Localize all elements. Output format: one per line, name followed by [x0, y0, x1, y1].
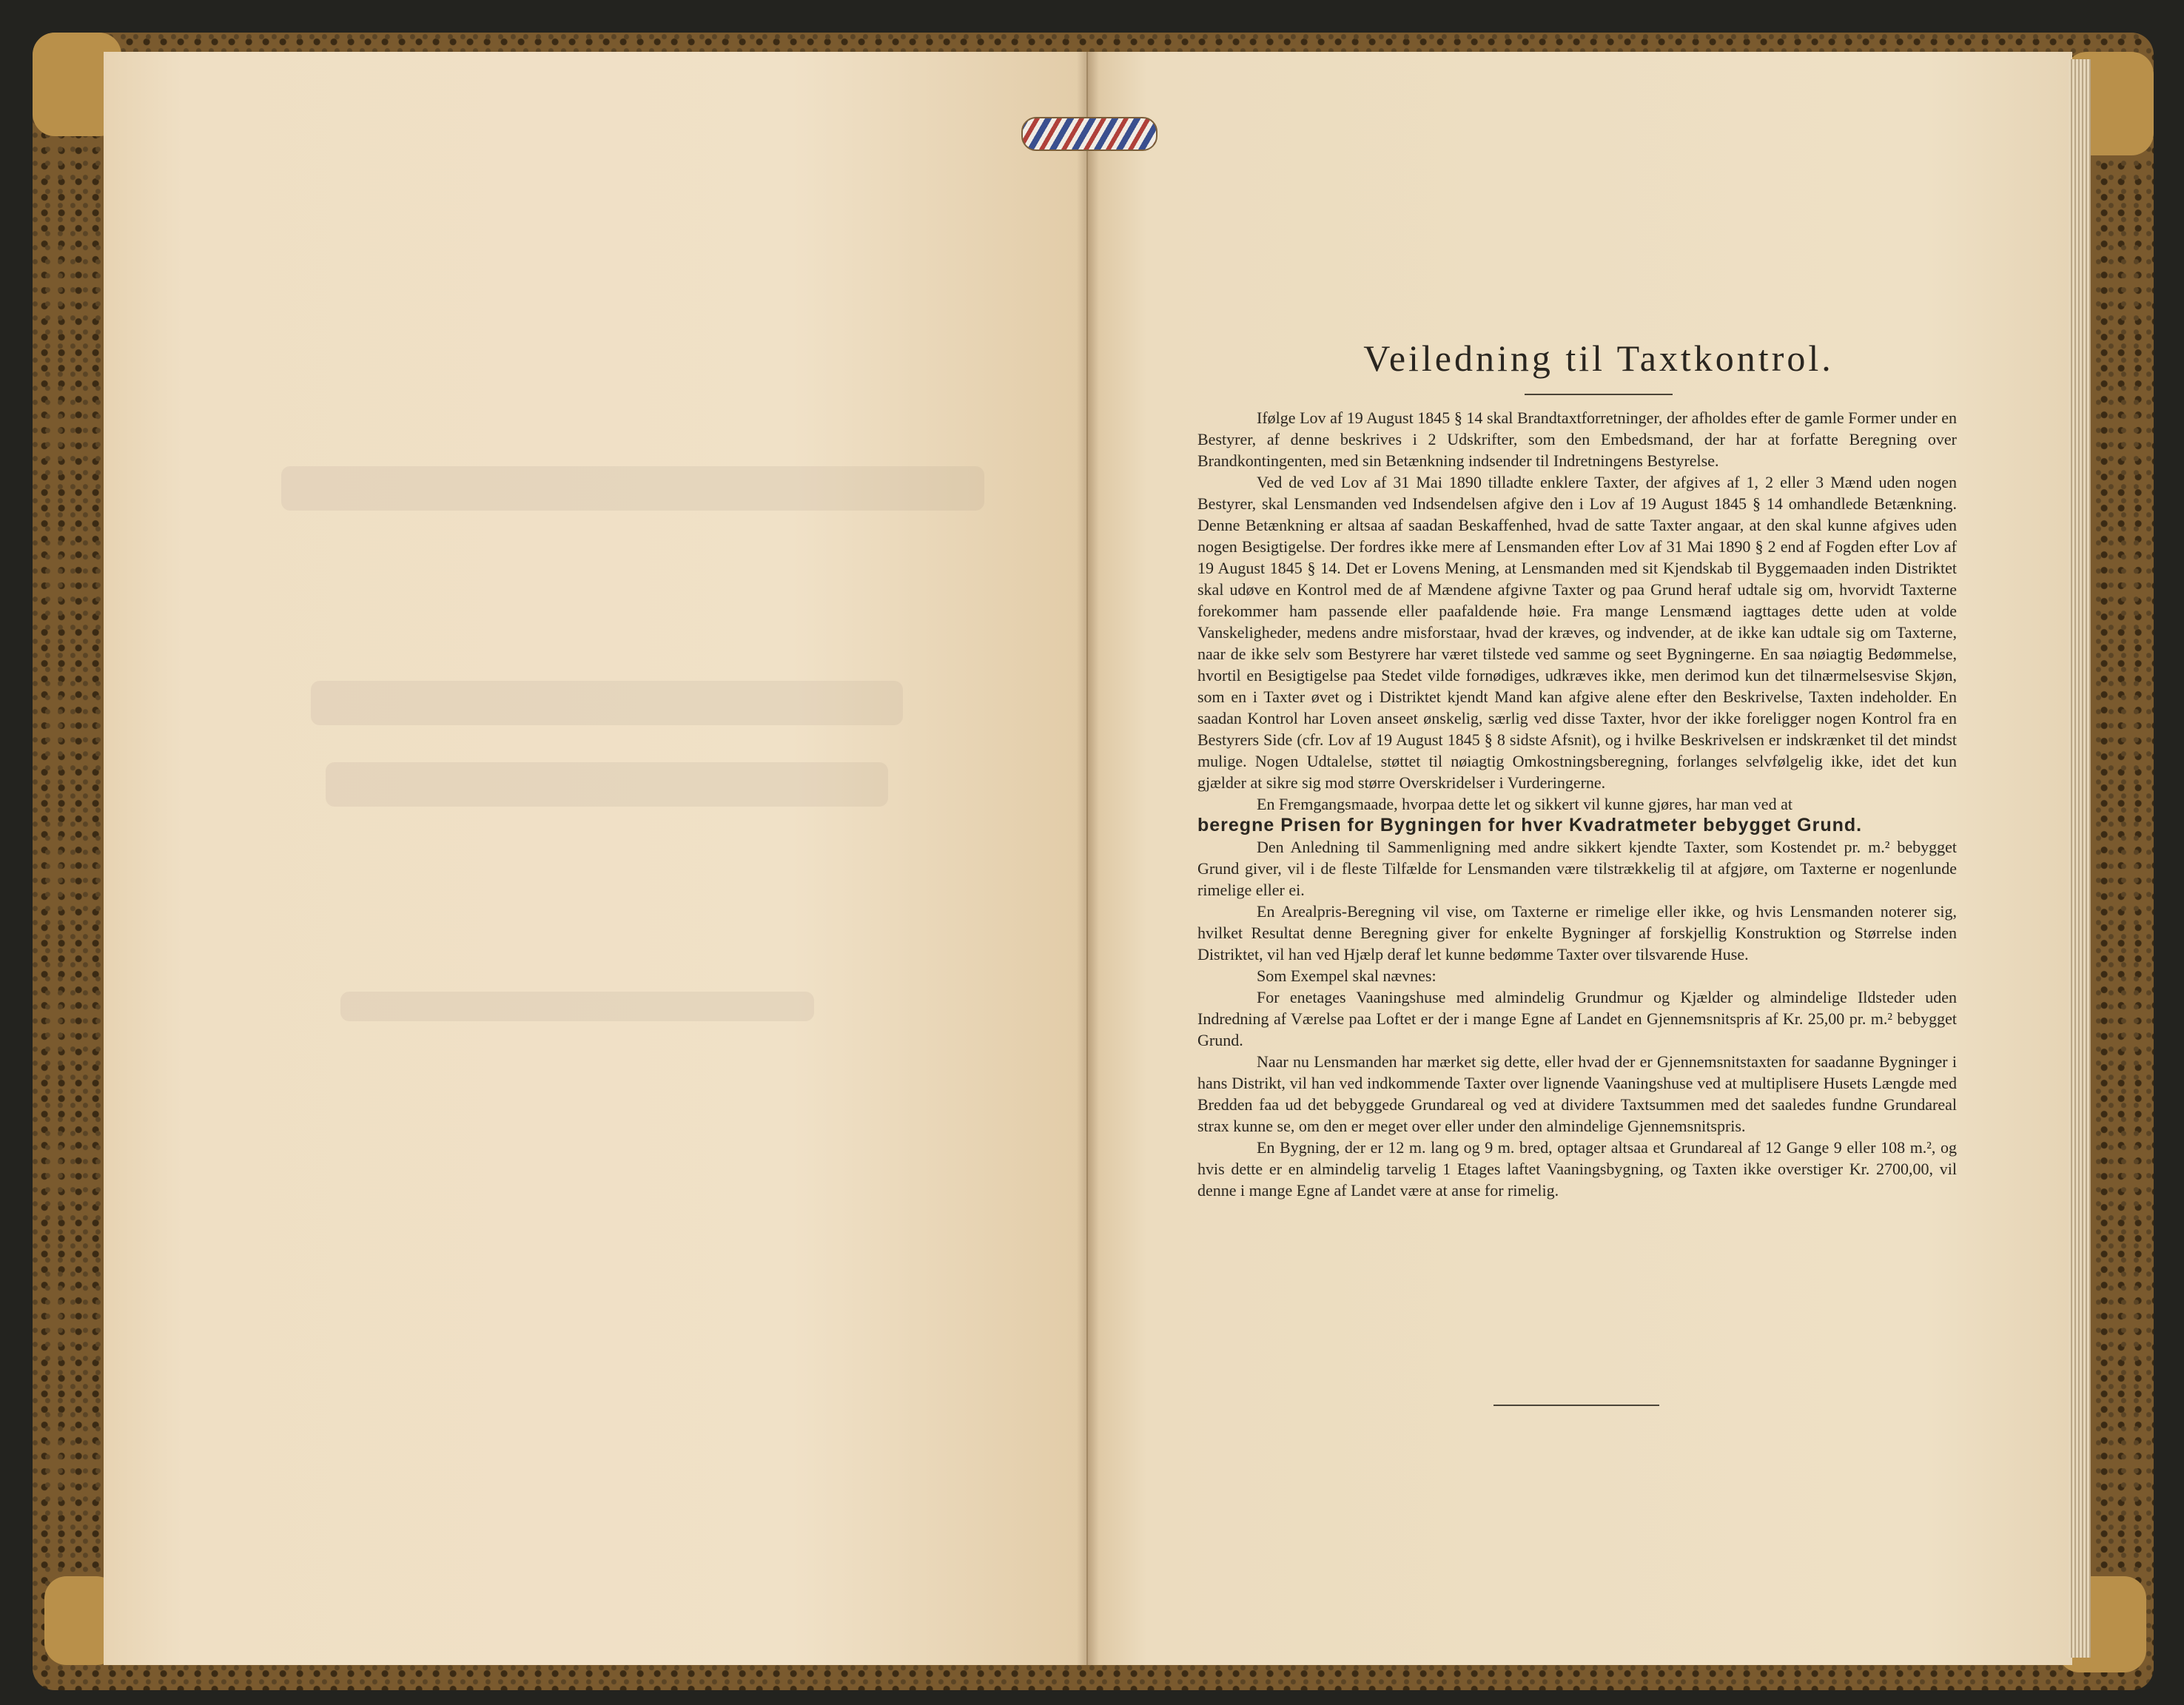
paragraph: For enetages Vaaningshuse med almindelig Grundmur og Kjælder og almindelige Ildsteder uden Indredning af Værelse paa Loftet er der i mange Egne af Landet en Gjennemsnitspris af Kr. 25,00 pr. m.² bebygget Grund.	[1197, 988, 1957, 1049]
emphasis-paragraph: beregne Prisen for Bygningen for hver Kvadratmeter bebygget Grund.	[1197, 815, 1863, 835]
paragraph: Ved de ved Lov af 31 Mai 1890 tilladte enklere Taxter, der afgives af 1, 2 eller 3 Mænd uden nogen Bestyrer, skal Lensmanden ved Indsendelsen afgive den i Lov af 19 August 1845 § 14 omhandlede Betænkning. Denne Betænkning er altsaa af saadan Beskaffenhed, hvad de satte Taxter angaar, at den skal kunne afgives uden nogen Besigtigelse. Der fordres ikke mere af Lensmanden efter Lov af 31 Mai 1890 § 2 end af Fogden efter Lov af 19 August 1845 § 14. Det er Lovens Mening, at Lensmanden med sit Kjendskab til Byggemaaden inden Distriktet skal udøve en Kontrol med de af Mændene afgivne Taxter og paa Grund heraf udtale sig om, hvorvidt Taxterne forekommer ham passende eller paafaldende høie. Fra mange Lensmænd iagttages dette uden at volde Vanskeligheder, medens andre misforstaar, hvad der kræves, og indvender, at de ikke kan udtale sig om Taxterne, naar de ikke selv som Bestyrere har været tilstede ved samme og seet Bygningerne. En saa nøiagtig Bedømmelse, hvortil en Besigtigelse paa Stedet vilde fornødiges, udkræves ikke, men derimod kun det tilnærmelsesvise Skjøn, som en i Taxter øvet og i Distriktet kjendt Mand kan afgive alene efter den Beskrivelse, Taxten indeholder. En saadan Kontrol har Loven anseet ønskelig, særlig ved disse Taxter, hvor der ikke foreligger nogen Kontrol fra en Bestyrers Side (cfr. Lov af 19 August 1845 § 8 sidste Afsnit), og i hvilke Beskrivelsen er indskrænket til det mindst mulige. Nogen Udtalelse, støttet til nøiagtig Omkostningsberegning, forlanges selvfølgelig ikke, idet det kun gjælder at sikre sig mod større Overskridelser i Vurderingerne.	[1197, 473, 1957, 792]
show-through-line	[281, 466, 984, 511]
paragraph: En Fremgangsmaade, hvorpaa dette let og sikkert vil kunne gjøres, har man ved at	[1257, 795, 1792, 813]
page-title: Veiledning til Taxtkontrol.	[1363, 337, 1834, 379]
binding-thread	[1021, 117, 1157, 151]
paragraph: En Bygning, der er 12 m. lang og 9 m. bred, optager altsaa et Grundareal af 12 Gange 9 eller 108 m.², og hvis dette er en almindelig tarvelig 1 Etages laftet Vaaningsbygning, og Taxten ikke overstiger Kr. 2700,00, vil denne i mange Egne af Landet være at anse for rimelig.	[1197, 1138, 1957, 1200]
show-through-line	[311, 681, 903, 725]
body-text	[1197, 407, 1957, 1201]
paragraph: Naar nu Lensmanden har mærket sig dette, eller hvad der er Gjennemsnitstaxten for saadanne Bygninger i hans Distrikt, vil han ved indkommende Taxter over lignende Vaaningshuse ved at multiplisere Husets Længde med Bredden faa ud det bebyggede Grundareal og ved at dividere Taxtsummen med det saaledes fundne Grundareal strax kunne se, om den er meget over eller under den almindelige Gjennemsnitspris.	[1197, 1052, 1957, 1135]
book-gutter	[1077, 52, 1099, 1665]
paragraph: Den Anledning til Sammenligning med andre sikkert kjendte Taxter, som Kostendet pr. m.² bebygget Grund giver, vil i de fleste Tilfælde for Lensmanden være tilstrækkelig til at afgjøre, om Taxterne er nogenlunde rimelige eller ei.	[1197, 838, 1957, 899]
paragraph: Som Exempel skal nævnes:	[1257, 966, 1437, 985]
end-rule	[1493, 1405, 1659, 1406]
paragraph: Ifølge Lov af 19 August 1845 § 14 skal Brandtaxtforretninger, der afholdes efter de gamle Former under en Bestyrer, af denne beskrives i 2 Udskrifter, som den Embedsmand, der har at forfatte Beregning over Brandkontingenten, med sin Betænkning indsender til Indretningens Bestyrelse.	[1197, 408, 1957, 470]
page-edges	[2069, 59, 2091, 1658]
title-rule	[1525, 394, 1673, 395]
left-page-blank	[104, 52, 1088, 1665]
paragraph: En Arealpris-Beregning vil vise, om Taxterne er rimelige eller ikke, og hvis Lensmanden noterer sig, hvilket Resultat denne Beregning giver for enkelte Bygninger af forskjellig Konstruktion og Størrelse inden Distriktet, vil han ved Hjælp deraf let kunne bedømme Taxter over tilsvarende Huse.	[1197, 902, 1957, 964]
show-through-line	[340, 992, 814, 1021]
show-through-line	[326, 762, 888, 807]
